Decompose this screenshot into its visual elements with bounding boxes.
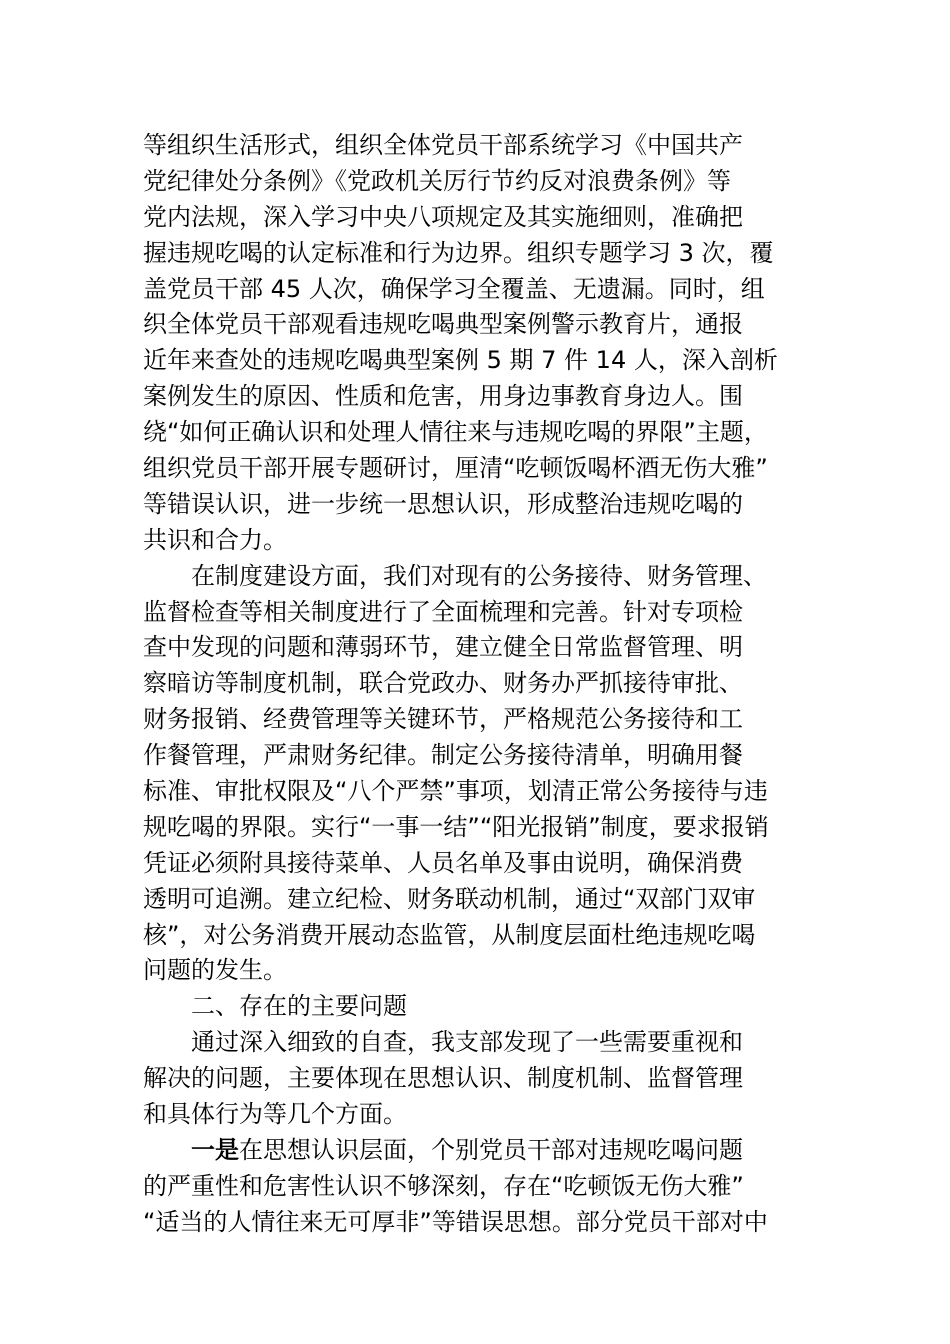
text-line: 凭证必须附具接待菜单、人员名单及事由说明，确保消费: [143, 848, 743, 877]
paragraph-first-problem: [143, 1133, 815, 1241]
text-line: 财务报销、经费管理等关键环节，严格规范公务接待和工: [143, 705, 743, 734]
text-line: 等组织生活形式，组织全体党员干部系统学习《中国共产: [143, 131, 743, 159]
text-line: 的严重性和危害性认识不够深刻，存在“吃顿饭无伤大雅”: [143, 1171, 744, 1200]
text-line: 透明可追溯。建立纪检、财务联动机制，通过“双部门双审: [143, 884, 756, 913]
text-line: 共识和合力。: [143, 525, 287, 554]
paragraph-system-building: [143, 559, 815, 990]
text-line: 核”，对公务消费开展动态监管，从制度层面杜绝违规吃喝: [143, 920, 756, 949]
text-line: 盖党员干部 45 人次，确保学习全覆盖、无遗漏。同时，组: [143, 274, 765, 303]
text-line: 察暗访等制度机制，联合党政办、财务办严抓接待审批、: [143, 669, 743, 698]
text-line: 标准、审批权限及“八个严禁”事项，划清正常公务接待与违: [143, 777, 768, 806]
text-line: 党纪律处分条例》《党政机关厉行节约反对浪费条例》等: [143, 166, 731, 195]
paragraph-study: [143, 128, 815, 559]
text-line: “适当的人情往来无可厚非”等错误思想。部分党员干部对中: [143, 1207, 768, 1236]
text-line: 问题的发生。: [143, 956, 287, 985]
section-heading: 二、存在的主要问题: [191, 992, 407, 1021]
text-line: 案例发生的原因、性质和危害，用身边事教育身边人。围: [143, 382, 743, 411]
text-line: 握违规吃喝的认定标准和行为边界。组织专题学习 3 次，覆: [143, 238, 774, 267]
text-line: 查中发现的问题和薄弱环节，建立健全日常监督管理、明: [143, 633, 743, 662]
text-line: 监督检查等相关制度进行了全面梳理和完善。针对专项检: [143, 597, 743, 626]
text-line: [143, 1133, 815, 1169]
text-line: 织全体党员干部观看违规吃喝典型案例警示教育片，通报: [143, 310, 743, 339]
text-line: 近年来查处的违规吃喝典型案例 5 期 7 件 14 人，深入剖析: [143, 346, 778, 375]
text-line-rest: 在思想认识层面，个别党员干部对违规吃喝问题: [239, 1135, 743, 1164]
text-line: 绕“如何正确认识和处理人情往来与违规吃喝的界限”主题，: [143, 418, 768, 447]
text-line: 在制度建设方面，我们对现有的公务接待、财务管理、: [191, 561, 767, 590]
lead-label: 一是: [191, 1135, 239, 1164]
text-line: 通过深入细致的自查，我支部发现了一些需要重视和: [191, 1028, 743, 1057]
text-line: 解决的问题，主要体现在思想认识、制度机制、监督管理: [143, 1064, 743, 1093]
text-line: 作餐管理，严肃财务纪律。制定公务接待清单，明确用餐: [143, 741, 743, 770]
document-body: [143, 128, 815, 1241]
text-line: 和具体行为等几个方面。: [143, 1100, 407, 1129]
text-line: 规吃喝的界限。实行“一事一结”“阳光报销”制度，要求报销: [143, 812, 769, 841]
text-line: 等错误认识，进一步统一思想认识，形成整治违规吃喝的: [143, 489, 743, 518]
text-line: 党内法规，深入学习中央八项规定及其实施细则，准确把: [143, 202, 743, 231]
paragraph-problems-intro: [143, 1025, 815, 1133]
text-line: 组织党员干部开展专题研讨，厘清“吃顿饭喝杯酒无伤大雅”: [143, 454, 768, 483]
